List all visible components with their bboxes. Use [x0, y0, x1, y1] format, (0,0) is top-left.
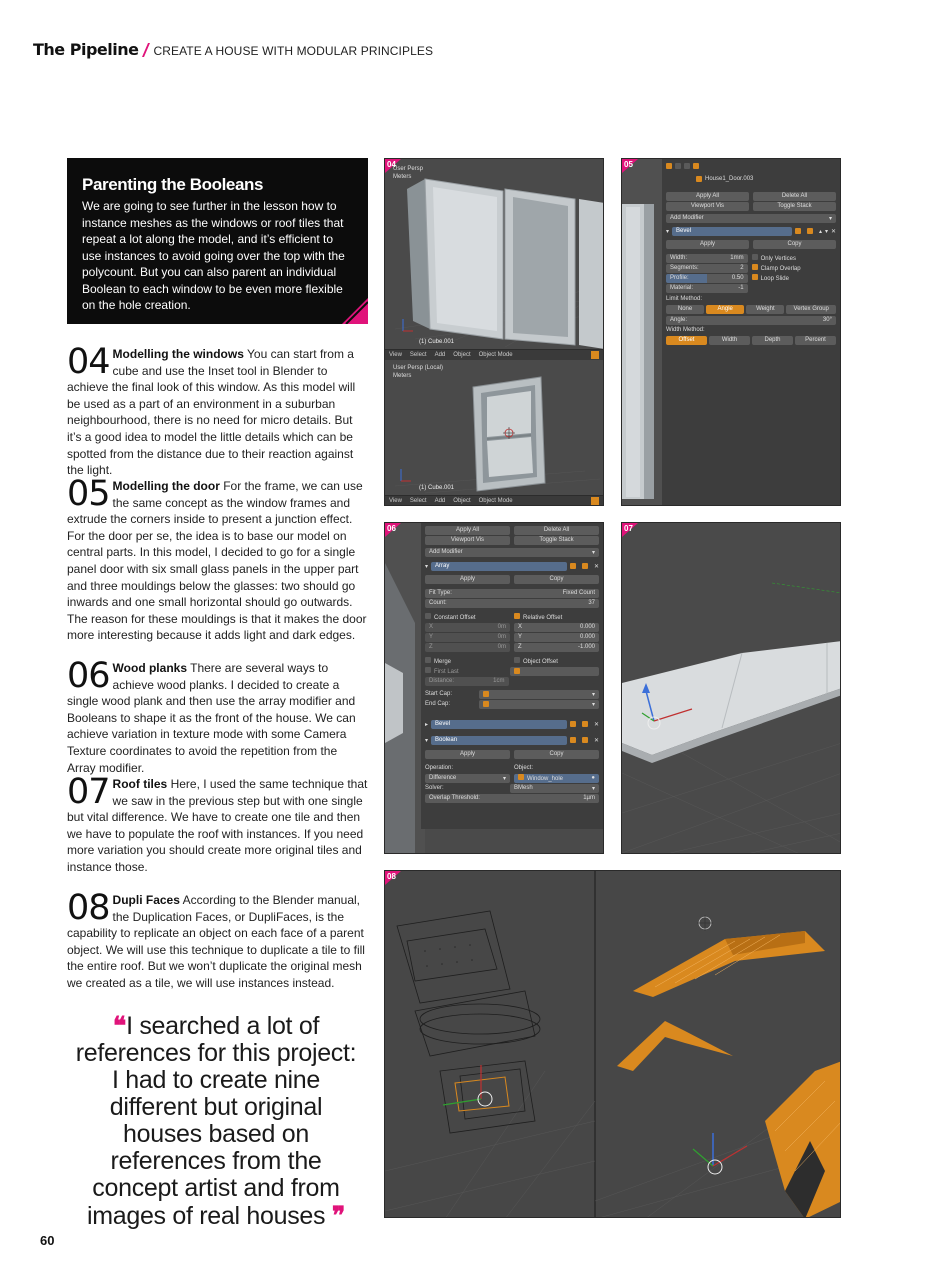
- object-value: Window_hole: [527, 776, 564, 782]
- chevron-down-icon: ▾: [591, 549, 595, 556]
- segments-label: Segments:: [670, 265, 699, 271]
- modifier-tab-icon[interactable]: [693, 163, 699, 169]
- first-last-checkbox[interactable]: [425, 667, 506, 675]
- viewport-object-label: (1) Cube.001: [419, 339, 455, 345]
- screenshot-06: [384, 522, 604, 854]
- step-07: [67, 772, 368, 876]
- count-label: Count:: [429, 600, 447, 606]
- delete-all-button[interactable]: Delete All: [514, 526, 599, 535]
- copy-button[interactable]: Copy: [514, 575, 599, 584]
- layer-icon[interactable]: [591, 351, 599, 359]
- dupli-faces-render: [385, 871, 841, 1218]
- solver-label: Solver:: [425, 785, 444, 791]
- start-cap-label: Start Cap:: [425, 691, 453, 697]
- viewport-persp-label: User Persp: [393, 166, 424, 172]
- menu-add[interactable]: Add: [434, 498, 446, 504]
- slash-icon: [140, 43, 150, 57]
- single-window-render: [385, 361, 604, 495]
- delete-all-button[interactable]: Delete All: [753, 192, 836, 201]
- viewport-units-label: Meters: [393, 174, 412, 180]
- offset-object-field[interactable]: [510, 667, 599, 676]
- cube-icon: [696, 176, 702, 182]
- collapse-icon[interactable]: ▾: [425, 563, 429, 570]
- overlap-threshold-label: Overlap Threshold:: [429, 795, 480, 801]
- step-08: [67, 888, 368, 992]
- menu-add[interactable]: Add: [434, 352, 446, 358]
- header-brand: The Pipeline: [33, 40, 139, 59]
- step-body: Here, I used the same technique that we saw in the previous step but with one single but vital difference. We have to create one tile and then we have to populate the roof with instances. If you need more variation you should create more original tiles and instance those.: [67, 777, 368, 874]
- loop-slide-checkbox[interactable]: [752, 274, 789, 282]
- screenshot-tag: 07: [624, 524, 633, 533]
- material-label: Material:: [670, 285, 694, 291]
- material-icon[interactable]: [684, 163, 690, 169]
- fit-type-label: Fit Type:: [429, 590, 452, 596]
- viewport-toggle-icon[interactable]: [582, 563, 588, 569]
- step-title: Wood planks: [112, 661, 187, 675]
- open-quote-icon: ❝: [112, 1011, 127, 1040]
- apply-all-button[interactable]: Apply All: [425, 526, 510, 535]
- step-number: 07: [67, 772, 110, 812]
- screenshot-05: [621, 158, 841, 506]
- object-label: Object:: [514, 765, 534, 771]
- boxout-title: Parenting the Booleans: [82, 175, 264, 194]
- collapse-icon[interactable]: ▾: [425, 737, 429, 744]
- menu-select[interactable]: Select: [409, 498, 427, 504]
- solver-dropdown[interactable]: BMesh ▾: [510, 784, 599, 793]
- render-toggle-icon[interactable]: [570, 563, 576, 569]
- merge-label: Merge: [434, 659, 452, 665]
- width-field[interactable]: [666, 254, 748, 263]
- add-modifier-label: Add Modifier: [429, 549, 463, 555]
- width-offset-button[interactable]: Offset: [666, 336, 707, 345]
- object-field[interactable]: Window_hole ●: [514, 774, 599, 783]
- relative-y-value: 0.000: [579, 634, 595, 640]
- render-toggle-icon[interactable]: [570, 721, 576, 727]
- toggle-stack-button[interactable]: Toggle Stack: [514, 536, 599, 545]
- angle-label: Angle:: [670, 317, 688, 323]
- corner-accent-icon: [342, 298, 368, 324]
- relative-y-field[interactable]: Y 0.000: [514, 633, 599, 642]
- menu-object[interactable]: Object: [453, 352, 471, 358]
- profile-value: 0.50: [731, 275, 744, 281]
- profile-label: Profile:: [670, 275, 689, 281]
- render-toggle-icon[interactable]: [570, 737, 576, 743]
- distance-label: Distance:: [429, 678, 455, 684]
- constant-x-value: 0m: [497, 624, 506, 630]
- step-06: [67, 656, 368, 776]
- fit-type-value: Fixed Count: [562, 590, 595, 596]
- only-vertices-label: Only Vertices: [760, 256, 796, 262]
- width-width-button[interactable]: Width: [709, 336, 750, 345]
- apply-button[interactable]: Apply: [666, 240, 749, 249]
- limit-weight-button[interactable]: Weight: [746, 305, 784, 314]
- move-down-icon[interactable]: ▾: [824, 228, 828, 235]
- width-depth-button[interactable]: Depth: [752, 336, 793, 345]
- screenshot-tag: 05: [624, 160, 633, 169]
- step-body: There are several ways to achieve wood planks. I decided to create a single wood plank and then use the array modifier and Booleans to shape it as the front of the house. We can achieve variation in texture mode with some Camera Texture coordinates to avoid the repetition from the Array modifier.: [67, 661, 356, 775]
- running-header: [33, 40, 433, 59]
- bevel-modifier-field[interactable]: Bevel: [431, 720, 567, 729]
- viewport-units-label: Meters: [393, 373, 412, 379]
- constant-z-field[interactable]: Z 0m: [425, 643, 510, 652]
- boxout-panel: [67, 158, 368, 324]
- apply-button[interactable]: Apply: [425, 575, 510, 584]
- screenshot-07: [621, 522, 841, 854]
- viewport-header: [385, 495, 603, 506]
- relative-offset-label: Relative Offset: [523, 615, 563, 621]
- close-icon[interactable]: ✕: [593, 737, 599, 744]
- close-icon[interactable]: ✕: [593, 721, 599, 728]
- width-label: Width:: [670, 255, 688, 261]
- move-up-icon[interactable]: ▴: [818, 228, 822, 235]
- screenshot-tag: 06: [387, 524, 396, 533]
- end-cap-field[interactable]: ▾: [479, 700, 599, 709]
- close-quote-icon: ❞: [331, 1201, 346, 1230]
- relative-x-value: 0.000: [579, 624, 595, 630]
- material-field[interactable]: [666, 284, 748, 293]
- array-modifier-field[interactable]: Array: [431, 562, 567, 571]
- apply-all-button[interactable]: Apply All: [666, 192, 749, 201]
- modifier-name-field[interactable]: Bevel: [672, 227, 792, 236]
- step-body: For the frame, we can use the same concept as the window frames and extrude the corners inside to present a junction effect. For the door per se, the idea is to base our model on central parts. In this model, I decided to go for a single panel door with six small glass panels in the upper part and three mouldings below the glasses: two should go inwards and one small horizontal should go outwards. The reason for these mouldings is that it makes the door more interesting because it adds light and dark edges.: [67, 479, 367, 643]
- step-title: Roof tiles: [112, 777, 168, 791]
- step-05: [67, 474, 368, 644]
- angle-value: 30°: [822, 317, 832, 323]
- first-last-label: First Last: [434, 669, 459, 675]
- distance-field[interactable]: [425, 677, 509, 686]
- close-icon[interactable]: ✕: [593, 563, 599, 570]
- screenshot-tag: 04: [387, 160, 396, 169]
- floor-tiles-render: [622, 523, 841, 854]
- object-breadcrumb: [666, 174, 836, 184]
- page-number: 60: [40, 1233, 55, 1248]
- viewport-toggle-icon[interactable]: [807, 228, 813, 234]
- profile-slider[interactable]: [666, 274, 748, 283]
- menu-select[interactable]: Select: [409, 352, 427, 358]
- overlap-threshold-value: 1µm: [583, 795, 595, 801]
- collapse-icon[interactable]: ▾: [666, 228, 670, 235]
- screenshot-tag: 08: [387, 872, 396, 881]
- pull-quote: [70, 1012, 362, 1230]
- add-modifier-label: Add Modifier: [670, 215, 704, 221]
- operation-label: Operation:: [425, 765, 454, 771]
- step-body: According to the Blender manual, the Duplication Faces, or DupliFaces, is the capability to replicate an object on each face of a parent object. We will use this technique to duplicate a tile to fill the entire roof. But we won’t duplicate the original mesh we created as a tile, we will use instances instead.: [67, 893, 365, 990]
- step-number: 05: [67, 474, 110, 514]
- operation-dropdown[interactable]: Difference ▾: [425, 774, 510, 783]
- quote-text: I searched a lot of references for this project: I had to create nine different but original houses based on references from the concept artist and from images of real houses: [75, 1012, 357, 1230]
- width-percent-button[interactable]: Percent: [795, 336, 836, 345]
- constant-y-field[interactable]: Y 0m: [425, 633, 510, 642]
- window-frames-render: [385, 159, 604, 349]
- merge-checkbox[interactable]: [425, 657, 510, 665]
- count-field[interactable]: [425, 599, 599, 608]
- apply-button[interactable]: Apply: [425, 750, 510, 759]
- step-number: 06: [67, 656, 110, 696]
- screenshot-04: [384, 158, 604, 506]
- viewport-header: [385, 349, 603, 360]
- end-cap-label: End Cap:: [425, 701, 451, 707]
- loop-slide-label: Loop Slide: [760, 276, 789, 282]
- step-number: 04: [67, 342, 110, 382]
- limit-method-label: Limit Method:: [666, 296, 703, 302]
- object-name: House1_Door.003: [705, 176, 754, 182]
- constant-offset-checkbox[interactable]: [425, 613, 510, 621]
- relative-z-value: -1.000: [577, 644, 595, 650]
- viewport-object-label: (1) Cube.001: [419, 485, 455, 491]
- constant-offset-label: Constant Offset: [434, 615, 476, 621]
- relative-offset-checkbox[interactable]: [514, 613, 599, 621]
- viewport-toggle-icon[interactable]: [582, 721, 588, 727]
- menu-object[interactable]: Object: [453, 498, 471, 504]
- header-section: CREATE A HOUSE WITH MODULAR PRINCIPLES: [153, 44, 434, 58]
- step-title: Dupli Faces: [112, 893, 180, 907]
- step-04: [67, 342, 368, 479]
- angle-field[interactable]: [666, 316, 836, 325]
- fit-type-dropdown[interactable]: [425, 589, 599, 598]
- panel-toolbar: [666, 161, 836, 171]
- width-method-label: Width Method:: [666, 327, 705, 333]
- segments-value: 2: [740, 265, 744, 271]
- limit-none-button[interactable]: None: [666, 305, 704, 314]
- object-offset-label: Object Offset: [523, 659, 558, 665]
- layer-icon[interactable]: [591, 497, 599, 505]
- step-title: Modelling the windows: [112, 347, 244, 361]
- solver-value: BMesh: [514, 785, 533, 791]
- step-body: You can start from a cube and use the Inset tool in Blender to achieve the final look of this window. As this model will be used as a part of an environment in a suburban neighbourhood, there is no need for micro details. But it’s a good idea to model the little details which can be spotted from the distance due to their reaction against the light.: [67, 347, 356, 478]
- object-icon[interactable]: [675, 163, 681, 169]
- only-vertices-checkbox[interactable]: [752, 254, 796, 262]
- properties-panel: [421, 523, 603, 829]
- viewport-vis-button[interactable]: Viewport Vis: [425, 536, 510, 545]
- chevron-down-icon: ▾: [828, 215, 832, 222]
- overlap-threshold-field[interactable]: [425, 794, 599, 803]
- relative-z-field[interactable]: Z -1.000: [514, 643, 599, 652]
- boxout-body: We are going to see further in the lesson how to instance meshes as the windows or roof tiles that repeat a lot along the model, and it’s efficient to use instances to avoid going over the top with the polycount. But you can also parent an individual Boolean to each window to be even more flexible on the hole creation.: [82, 199, 345, 312]
- count-value: 37: [588, 600, 595, 606]
- step-title: Modelling the door: [112, 479, 220, 493]
- mode-selector[interactable]: Object Mode: [478, 352, 513, 358]
- relative-x-field[interactable]: X 0.000: [514, 623, 599, 632]
- expand-icon[interactable]: ▸: [425, 721, 429, 728]
- distance-value: 1cm: [493, 678, 505, 684]
- properties-panel: [662, 159, 840, 505]
- mode-selector[interactable]: Object Mode: [478, 498, 513, 504]
- render-toggle-icon[interactable]: [795, 228, 801, 234]
- menu-view[interactable]: View: [389, 498, 402, 504]
- close-icon[interactable]: ✕: [830, 228, 836, 235]
- planks-render: [385, 523, 425, 854]
- menu-view[interactable]: View: [389, 352, 402, 358]
- viewport-vis-button[interactable]: Viewport Vis: [666, 202, 749, 211]
- segments-field[interactable]: [666, 264, 748, 273]
- width-value: 1mm: [730, 255, 744, 261]
- step-number: 08: [67, 888, 110, 928]
- clamp-overlap-checkbox[interactable]: [752, 264, 801, 272]
- viewport-persp-label: User Persp (Local): [393, 365, 444, 371]
- copy-button[interactable]: Copy: [514, 750, 599, 759]
- limit-vertex-group-button[interactable]: Vertex Group: [786, 305, 836, 314]
- add-modifier-dropdown[interactable]: [425, 548, 599, 557]
- constant-y-value: 0m: [497, 634, 506, 640]
- boolean-modifier-field[interactable]: Boolean: [431, 736, 567, 745]
- toggle-stack-button[interactable]: Toggle Stack: [753, 202, 836, 211]
- screenshot-08: [384, 870, 841, 1218]
- operation-value: Difference: [429, 775, 457, 781]
- start-cap-field[interactable]: ▾: [479, 690, 599, 699]
- add-modifier-dropdown[interactable]: [666, 214, 836, 223]
- viewport-toggle-icon[interactable]: [582, 737, 588, 743]
- material-value: -1: [738, 285, 744, 291]
- constant-z-value: 0m: [497, 644, 506, 650]
- clamp-overlap-label: Clamp Overlap: [760, 266, 801, 272]
- wrench-icon[interactable]: [666, 163, 672, 169]
- object-offset-checkbox[interactable]: [514, 657, 599, 665]
- constant-x-field[interactable]: X 0m: [425, 623, 510, 632]
- door-render: [622, 159, 662, 506]
- copy-button[interactable]: Copy: [753, 240, 836, 249]
- limit-angle-button[interactable]: Angle: [706, 305, 744, 314]
